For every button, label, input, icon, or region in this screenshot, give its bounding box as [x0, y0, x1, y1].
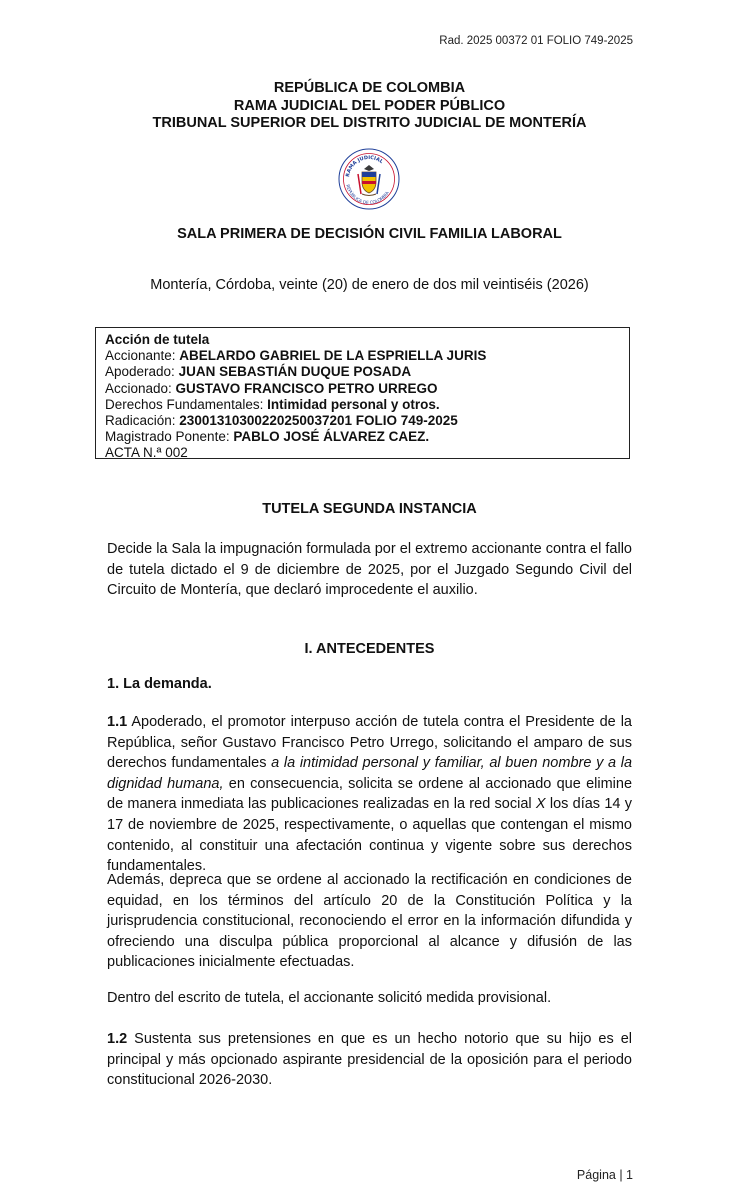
intro-paragraph: Decide la Sala la impugnación formulada por el extremo accionante contra el fallo de tutela dictado el 9 de diciembre de 2025, por el Juzgado Segundo Civil del Circuito de Montería, que declaró improcedente el auxilio. [107, 541, 632, 599]
coat-of-arms-icon [338, 148, 400, 210]
instance-title: TUTELA SEGUNDA INSTANCIA [262, 501, 477, 517]
court-heading [0, 80, 739, 133]
case-summary-box [95, 327, 630, 459]
case-acta: ACTA N.ª 002 [105, 445, 188, 461]
paragraph-1-1: 1.1 Apoderado, el promotor interpuso acción de tutela contra el Presidente de la República, señor Gustavo Francisco Petro Urrego, solicitando el amparo de sus derechos fundamentales a la intimidad personal y familiar, al buen nombre y a la dignidad humana, en consecuencia, solicita se ordene al accionado que elimine de manera inmediata las publicaciones realizadas en la red social X los días 14 y 17 de noviembre de 2025, respectivamente, o aquellas que contengan el mismo contenido, al constituir una afectación continua y vigente sobre sus derechos fundamentales. [107, 714, 633, 875]
court-line-tribunal: TRIBUNAL SUPERIOR DEL DISTRITO JUDICIAL DE MONTERÍA [152, 115, 587, 131]
court-line-branch: RAMA JUDICIAL DEL PODER PÚBLICO [233, 97, 506, 114]
paragraph-1-2: 1.2 Sustenta sus pretensiones en que es un hecho notorio que su hijo es el principal y más opcionado aspirante presidencial de la oposición para el periodo constitucional 2026-2030. [107, 1031, 632, 1089]
subsection-demanda: 1. La demanda. [107, 676, 212, 692]
case-derechos: Derechos Fundamentales: Intimidad personal y otros. [105, 396, 440, 412]
court-line-republic: REPÚBLICA DE COLOMBIA [273, 80, 466, 96]
paragraph-rectificacion: Además, depreca que se ordene al accionado la rectificación en condiciones de equidad, en los términos del artículo 20 de la Constitución Política y la jurisprudencia constitucional, reconociendo el error en la información difundida y ofreciendo una disculpa pública proporcional al alcance y difusión de las publicaciones inicialmente efectuadas. [107, 872, 632, 971]
case-apoderado: Apoderado: JUAN SEBASTIÁN DUQUE POSADA [105, 364, 412, 380]
date-line: Montería, Córdoba, veinte (20) de enero de dos mil veintiséis (2026) [150, 277, 589, 293]
case-action-title: Acción de tutela [105, 332, 210, 347]
page-number: Página | 1 [576, 1168, 633, 1182]
case-accionante: Accionante: ABELARDO GABRIEL DE LA ESPRIELLA JURIS [105, 348, 487, 364]
radicado-header: Rad. 2025 00372 01 FOLIO 749-2025 [439, 35, 633, 47]
seal-top-text: RAMA JUDICIAL [345, 154, 385, 178]
seal-bottom-text: REPÚBLICA DE COLOMBIA [344, 184, 391, 207]
sala-heading: SALA PRIMERA DE DECISIÓN CIVIL FAMILIA LABORAL [177, 226, 562, 242]
section-antecedentes: I. ANTECEDENTES [304, 641, 435, 657]
paragraph-medida-provisional: Dentro del escrito de tutela, el accionante solicitó medida provisional. [107, 990, 552, 1006]
case-accionado: Accionado: GUSTAVO FRANCISCO PETRO URREGO [105, 380, 438, 396]
case-magistrado: Magistrado Ponente: PABLO JOSÉ ÁLVAREZ CAEZ. [105, 429, 430, 445]
case-radicacion: Radicación: 23001310300220250037201 FOLIO 749-2025 [105, 413, 458, 429]
